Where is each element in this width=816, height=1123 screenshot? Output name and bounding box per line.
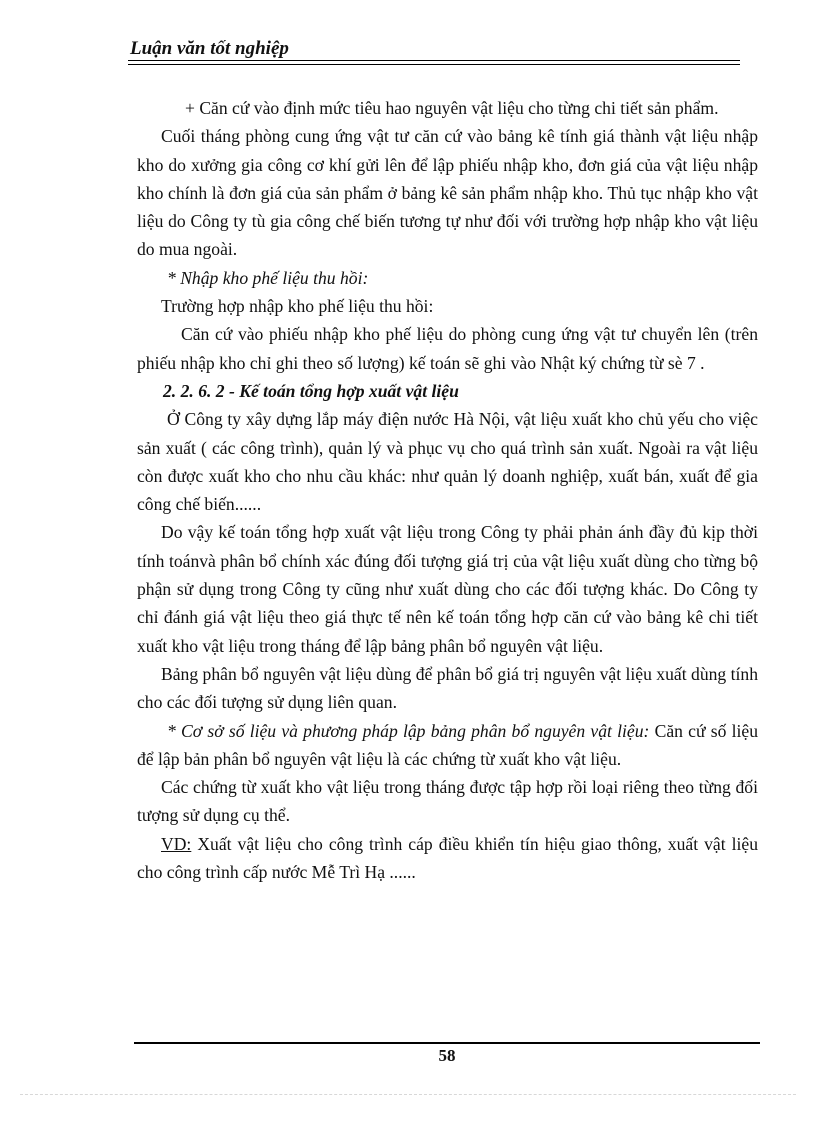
paragraph-4: Trường hợp nhập kho phế liệu thu hồi:: [161, 296, 434, 317]
paragraph-6: Ở Công ty xây dựng lắp máy điện nước Hà Nội, vật liệu xuất kho chủ yếu cho việc sản xuất ( các công trình), quản lý và phục vụ cho quá trình sản xuất. Ngoài ra vật liệu còn được xuất kho cho nhu cầu khác: như quản lý doanh nghiệp, xuất bán, xuất để gia công chế biến......: [137, 409, 758, 515]
footer-rule: [134, 1042, 760, 1044]
page-edge-divider: [20, 1094, 796, 1095]
section-heading: 2. 2. 6. 2 - Kế toán tổng hợp xuất vật liệu: [163, 380, 459, 401]
paragraph-2: Cuối tháng phòng cung ứng vật tư căn cứ vào bảng kê tính giá thành vật liệu nhập kho do xưởng gia công cơ khí gửi lên để lập phiếu nhập kho, đơn giá của vật liệu nhập kho chính là đơn giá của sản phẩm ở bảng kê sản phẩm nhập kho. Thủ tục nhập kho vật liệu do Công ty tù gia công chế biến tương tự như đối với trường hợp nhập kho vật liệu do mua ngoài.: [137, 126, 758, 260]
header-rule-top: [128, 60, 740, 61]
paragraph-9: [137, 717, 758, 774]
paragraph-7: Do vậy kế toán tổng hợp xuất vật liệu trong Công ty phải phản ánh đầy đủ kịp thời tính toánvà phân bổ chính xác đúng đối tượng giá trị của vật liệu xuất dùng cho từng bộ phận sử dụng trong Công ty cũng như xuất dùng cho các đối tượng khác. Do Công ty chỉ đánh giá vật liệu theo giá thực tế nên kế toán tổng hợp căn cứ vào bảng kê chi tiết xuất kho vật liệu trong tháng để lập bảng phân bổ nguyên vật liệu.: [137, 522, 758, 656]
page-number: 58: [438, 1046, 456, 1065]
paragraph-8: Bảng phân bổ nguyên vật liệu dùng để phân bổ giá trị nguyên vật liệu xuất dùng tính cho các đối tượng sử dụng liên quan.: [137, 663, 758, 713]
paragraph-11: [137, 830, 758, 887]
example-label: VD:: [161, 833, 192, 854]
subheading-phe-lieu: * Nhập kho phế liệu thu hồi:: [167, 267, 369, 288]
paragraph-10: Các chứng từ xuất kho vật liệu trong tháng được tập hợp rồi loại riêng theo từng đối tượng sử dụng cụ thể.: [137, 777, 758, 826]
document-header-title: Luận văn tốt nghiệp: [130, 38, 289, 59]
paragraph-11-rest: Xuất vật liệu cho công trình cáp điều khiển tín hiệu giao thông, xuất vật liệu cho công trình cấp nước Mễ Trì Hạ ......: [137, 833, 758, 883]
header-rule-bottom: [128, 64, 740, 65]
paragraph-5: Căn cứ vào phiếu nhập kho phế liệu do phòng cung ứng vật tư chuyển lên (trên phiếu nhập kho chỉ ghi theo số lượng) kế toán sẽ ghi vào Nhật ký chứng từ sè 7 .: [137, 324, 758, 373]
paragraph-9-italic-lead: * Cơ sở số liệu và phương pháp lập bảng phân bổ nguyên vật liệu:: [167, 720, 650, 741]
paragraph-1: + Căn cứ vào định mức tiêu hao nguyên vật liệu cho từng chi tiết sản phẩm.: [185, 98, 719, 118]
document-body: [137, 94, 758, 886]
paragraph-9-rest: Căn cứ số liệu để lập bản phân bổ nguyên vật liệu là các chứng từ xuất kho vật liệu.: [137, 720, 759, 769]
